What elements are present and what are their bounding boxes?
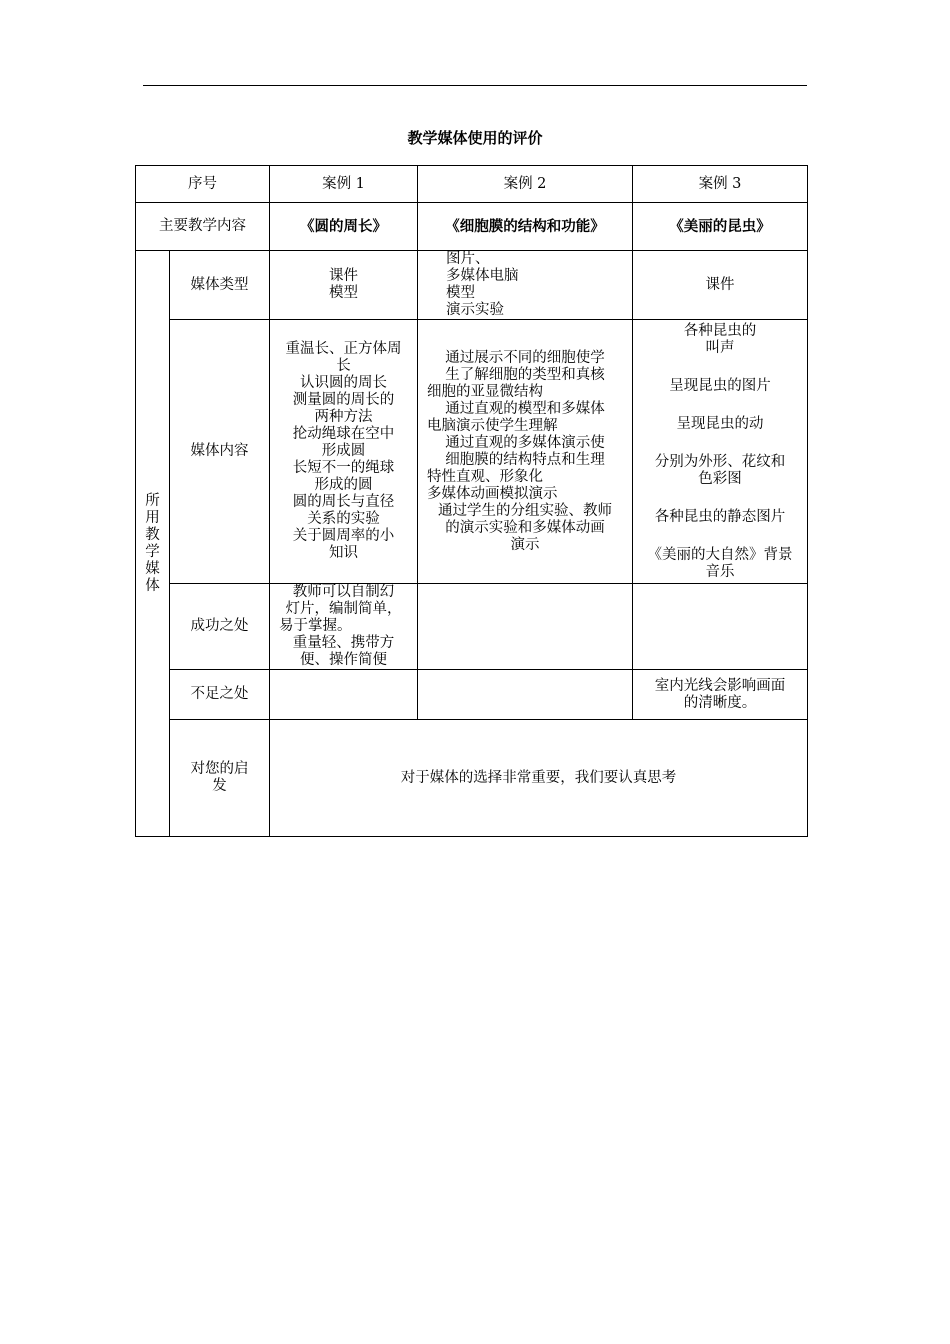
document-title: 教学媒体使用的评价 <box>407 129 543 147</box>
media-content-case-1-line: 长短不一的绳球 <box>292 460 395 476</box>
main-content-row <box>136 203 808 251</box>
media-type-label: 媒体类型 <box>170 251 270 320</box>
header-row <box>136 166 808 203</box>
media-content-case-2-line: 演示 <box>510 536 540 553</box>
media-type-case-2-line: 演示实验 <box>446 302 504 318</box>
shortcoming-case-3 <box>633 670 808 720</box>
media-content-case-2-line: 细胞的亚显微结构 <box>427 383 543 400</box>
media-content-case-2-line: 特性直观、形象化 <box>427 468 543 485</box>
media-content-case-1-line: 重温长、正方体周 <box>285 341 402 357</box>
success-case-1-line: 重量轻、携带方 <box>292 635 395 651</box>
header-case-1: 案例 1 <box>270 166 418 203</box>
media-type-case-1-line: 课件 <box>329 268 358 284</box>
group-label-char: 教 <box>145 526 160 543</box>
group-label-char: 体 <box>145 577 160 594</box>
media-content-case-2-line: 通过直观的多媒体演示使 <box>445 434 605 451</box>
media-type-case-1-line: 模型 <box>329 285 358 301</box>
media-content-case-1-line: 关于圆周率的小 <box>292 528 395 544</box>
media-content-case-1-line: 测量圆的周长的 <box>292 392 395 408</box>
media-content-case-1-line: 知识 <box>329 545 358 561</box>
inspiration-row <box>136 720 808 837</box>
media-type-case-3: 课件 <box>633 251 808 320</box>
shortcoming-case-3-line: 的清晰度。 <box>683 694 757 711</box>
group-label-char: 所 <box>145 492 160 509</box>
media-type-case-2-line: 模型 <box>446 285 475 301</box>
media-content-case-1-line: 形成的圆 <box>314 477 373 493</box>
media-type-case-2-line: 图片、 <box>446 251 490 267</box>
media-content-case-1-line: 两种方法 <box>314 409 373 425</box>
media-content-case-1-line: 关系的实验 <box>307 511 380 527</box>
media-content-case-3-line: 各种昆虫的 <box>683 322 757 339</box>
media-content-case-3-line: 呈现昆虫的图片 <box>669 377 771 394</box>
media-content-case-3-line: 色彩图 <box>698 470 742 487</box>
success-case-1-line: 灯片，编制简单， <box>285 601 402 617</box>
media-content-case-2 <box>418 320 633 584</box>
media-content-case-3-line: 叫声 <box>705 339 735 356</box>
media-content-case-3 <box>633 320 808 584</box>
media-content-case-1-line: 认识圆的周长 <box>300 375 387 391</box>
success-case-1-line: 易于掌握。 <box>279 618 352 634</box>
inspiration-text: 对于媒体的选择非常重要，我们要认真思考 <box>270 720 808 837</box>
media-type-case-2 <box>418 251 633 320</box>
header-rule <box>143 85 807 86</box>
media-content-case-1-line: 形成圆 <box>321 443 366 459</box>
media-content-case-2-line: 生了解细胞的类型和真核 <box>445 366 605 383</box>
success-case-3 <box>633 584 808 670</box>
media-content-case-1 <box>270 320 418 584</box>
shortcoming-case-1 <box>270 670 418 720</box>
group-label-char: 媒 <box>145 560 160 577</box>
group-label-cell <box>136 251 170 837</box>
shortcoming-label: 不足之处 <box>170 670 270 720</box>
shortcoming-row <box>136 670 808 720</box>
media-content-case-1-line: 圆的周长与直径 <box>292 494 395 510</box>
media-evaluation-table <box>135 165 808 837</box>
media-content-label: 媒体内容 <box>170 320 270 584</box>
header-index: 序号 <box>136 166 270 203</box>
success-case-1 <box>270 584 418 670</box>
media-content-case-3-line: 音乐 <box>705 563 735 580</box>
inspiration-label-line: 发 <box>212 778 227 794</box>
main-content-case-1: 《圆的周长》 <box>270 203 418 251</box>
shortcoming-case-2 <box>418 670 633 720</box>
group-label-vertical <box>136 493 169 595</box>
media-content-case-2-line: 的演示实验和多媒体动画 <box>445 519 605 536</box>
media-content-case-2-line: 多媒体动画模拟演示 <box>427 485 558 502</box>
header-case-2: 案例 2 <box>418 166 633 203</box>
media-content-case-1-line: 抡动绳球在空中 <box>292 426 395 442</box>
media-type-case-2-line: 多媒体电脑 <box>446 268 519 284</box>
media-content-case-2-line: 电脑演示使学生理解 <box>427 417 558 434</box>
media-content-case-3-line: 分别为外形、花纹和 <box>654 453 786 470</box>
success-row <box>136 584 808 670</box>
success-case-1-line: 便、操作简便 <box>300 652 387 668</box>
media-type-row <box>136 251 808 320</box>
group-label-char: 用 <box>145 509 160 526</box>
group-label-char: 学 <box>145 543 160 560</box>
success-case-2 <box>418 584 633 670</box>
media-content-case-2-line: 通过直观的模型和多媒体 <box>445 400 605 417</box>
media-content-case-3-line: 《美丽的大自然》背景 <box>647 546 793 563</box>
media-content-case-2-line: 通过学生的分组实验、教师 <box>438 502 612 519</box>
inspiration-label <box>170 720 270 837</box>
media-content-case-3-line: 各种昆虫的静态图片 <box>654 508 786 525</box>
inspiration-label-line: 对您的启 <box>190 761 249 777</box>
main-content-case-3: 《美丽的昆虫》 <box>633 203 808 251</box>
main-content-label: 主要教学内容 <box>136 203 270 251</box>
media-content-case-2-line: 通过展示不同的细胞使学 <box>445 349 605 366</box>
success-case-1-line: 教师可以自制幻 <box>292 584 395 600</box>
success-label: 成功之处 <box>170 584 270 670</box>
header-case-3: 案例 3 <box>633 166 808 203</box>
media-content-case-3-line: 呈现昆虫的动 <box>676 415 764 432</box>
media-content-case-2-line: 细胞膜的结构特点和生理 <box>445 451 605 468</box>
media-type-case-1 <box>270 251 418 320</box>
media-content-row <box>136 320 808 584</box>
main-content-case-2: 《细胞膜的结构和功能》 <box>418 203 633 251</box>
media-content-case-1-line: 长 <box>336 358 351 374</box>
shortcoming-case-3-line: 室内光线会影响画面 <box>654 677 786 694</box>
